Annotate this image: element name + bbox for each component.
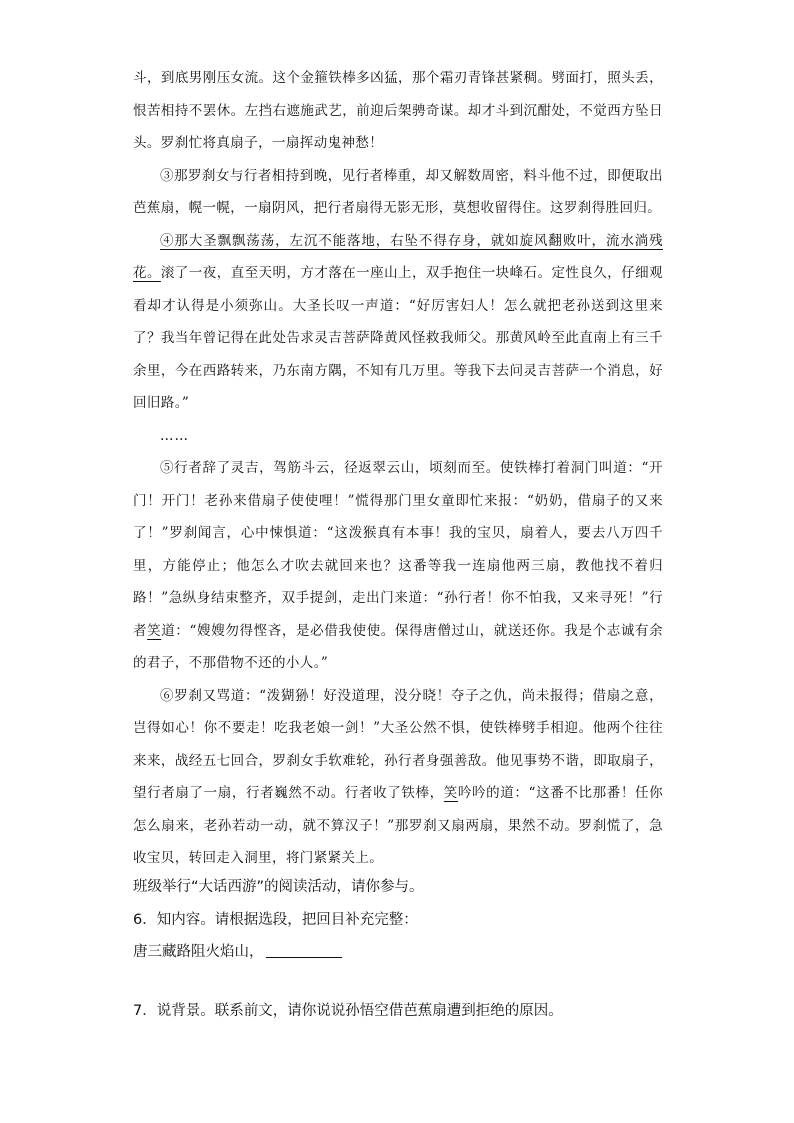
paragraph-5-part-b: 道：“嫂嫂勿得悭吝，是必借我使使。保得唐僧过山，就送还你。我是个志诚有余的君子，不那借物不还的小人。” bbox=[133, 622, 664, 671]
answer-blank[interactable] bbox=[266, 943, 342, 958]
paragraph-4 bbox=[133, 225, 663, 420]
underlined-sentence: ④那大圣飘飘荡荡，左沉不能落地，右坠不得存身，就如旋风翻败叶，流水淌残花。 bbox=[133, 232, 663, 281]
underlined-word-xiao: 笑 bbox=[443, 785, 458, 801]
paragraph-6-part-a: ⑥罗刹又骂道：“泼猢狲！好没道理，没分晓！夺子之仇，尚未报得；借扇之意，岂得如心！你不要走！吃我老娘一剑！”大圣公然不惧，使铁棒劈手相迎。他两个往往来来，战经五七回合，罗刹女手软难轮，孙行者身强善敌。他见事势不谐，即取扇子，望行者扇了一扇，行者巍然不动。行者收了铁棒， bbox=[133, 687, 663, 801]
paragraph-5-part-a: ⑤行者辞了灵吉，驾筋斗云，径返翠云山，顷刻而至。使铁棒打着洞门叫道：“开门！开门！老孙来借扇子使使哩！”慌得那门里女童即忙来报：“奶奶，借扇子的又来了！”罗刹闻言，心中悚惧道：“这泼猴真有本事！我的宝贝，扇着人，要去八万四千里，方能停止；他怎么才吹去就回来也？这番等我一连扇他两三扇，教他找不着归路！”急纵身结束整齐，双手提剑，走出门来道：“孙行者！你不怕我，又来寻死！”行者 bbox=[133, 460, 663, 639]
paragraph-3: ③那罗刹女与行者相持到晚，见行者棒重，却又解数周密，料斗他不过，即便取出芭蕉扇，幌一幌，一扇阴风，把行者扇得无影无形，莫想收留得住。这罗刹得胜回归。 bbox=[133, 167, 663, 216]
paragraph-4-rest: 滚了一夜，直至天明，方才落在一座山上，双手抱住一块峰石。定性良久，仔细观看却才认得是小须弥山。大圣长叹一声道：“好厉害妇人！怎么就把老孙送到这里来了？我当年曾记得在此处告求灵吉菩萨降黄风怪救我师父。那黄风岭至此直南上有三千余里，今在西路转来，乃东南方隅，不知有几万里。等我下去问灵吉菩萨一个消息，好回旧路。” bbox=[133, 265, 663, 411]
question-6-label: 6．知内容。请根据选段，把回目补充完整： bbox=[133, 912, 418, 928]
underlined-word-xiao: 笑 bbox=[147, 622, 162, 639]
paragraph-6 bbox=[133, 680, 663, 875]
paragraph-5 bbox=[133, 452, 663, 680]
question-6-prompt bbox=[133, 942, 693, 962]
paragraph-6-part-b: 吟吟的道：“这番不比那番！任你怎么扇来，老孙若动一动，就不算汉子！”那罗刹又扇两扇，果然不动。罗刹慌了，急收宝贝，转回走入洞里，将门紧紧关上。 bbox=[133, 785, 663, 866]
activity-intro: 班级举行“大话西游”的阅读活动，请你参与。 bbox=[133, 879, 424, 895]
paragraph-2-continuation: 斗，到底男刚压女流。这个金箍铁棒多凶猛，那个霜刃青锋甚紧稠。劈面打，照头丢，恨苦相持不罢休。左挡右遮施武艺，前迎后架骋奇谋。却才斗到沉酣处，不觉西方坠日头。罗刹忙将真扇子，一扇挥动鬼神愁！ bbox=[133, 70, 663, 151]
question-7-label: 7．说背景。联系前文，请你说说孙悟空借芭蕉扇遭到拒绝的原因。 bbox=[133, 1003, 563, 1019]
ellipsis: …… bbox=[160, 427, 189, 444]
reading-passage bbox=[133, 62, 663, 875]
question-6-prompt-text: 唐三藏路阻火焰山， bbox=[133, 944, 264, 960]
